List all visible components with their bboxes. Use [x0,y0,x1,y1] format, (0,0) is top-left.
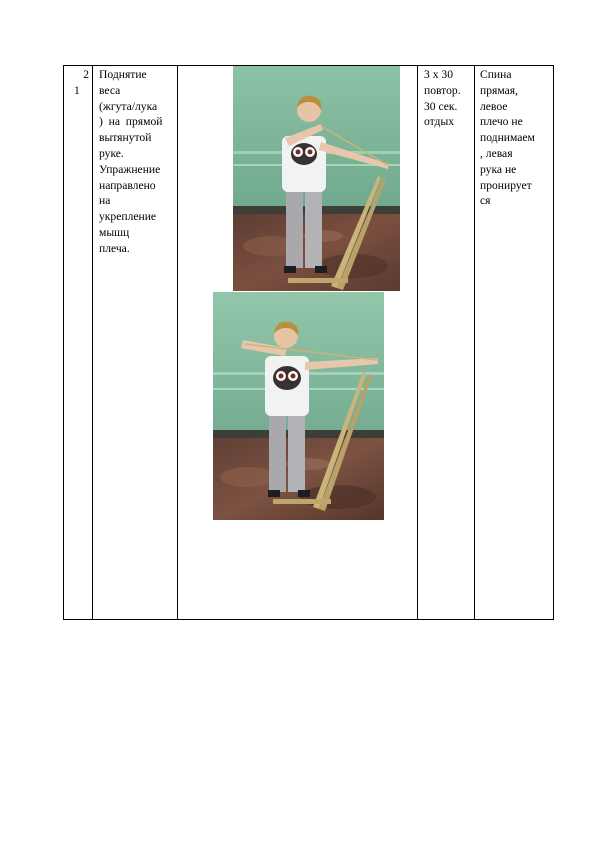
dosage-line: отдых [424,115,455,129]
dosage-line: 30 сек. [424,99,458,113]
description-line: (жгута/лука [99,99,158,113]
description-line: укрепление [99,210,157,224]
exercise-photo-band-pull [233,66,400,291]
dosage-line: повтор. [424,83,461,97]
description-line: мышц [99,225,130,239]
note-line: , левая [480,146,513,160]
note-line: левое [480,99,508,113]
row-number-bottom: 1 [74,84,80,97]
notes-cell [475,66,554,620]
exercise-photo-bow-draw [213,292,384,520]
description-line: направлено [99,178,156,192]
description-line: ) на прямой [99,115,163,129]
number-cell [64,66,93,620]
note-line: прямая, [480,83,518,97]
note-line: поднимаем [480,131,535,145]
table-row [64,66,554,620]
row-number-top: 2 [83,68,89,81]
description-line: вытянутой [99,131,152,145]
description-line: Упражнение [99,162,161,176]
dosage-line: 3 х 30 [424,68,453,81]
description-line: на [99,194,111,208]
photo-cell [178,66,418,620]
note-line: ся [480,194,491,208]
description-line: плеча. [99,241,130,255]
note-line: пронирует [480,178,532,192]
description-line: руке. [99,146,124,160]
note-line: рука не [480,162,517,176]
dosage-cell [418,66,475,620]
note-line: Спина [480,68,512,81]
exercise-table [63,65,554,620]
description-line: веса [99,83,121,97]
description-cell [93,66,178,620]
note-line: плечо не [480,115,523,129]
description-line: Поднятие [99,68,147,81]
